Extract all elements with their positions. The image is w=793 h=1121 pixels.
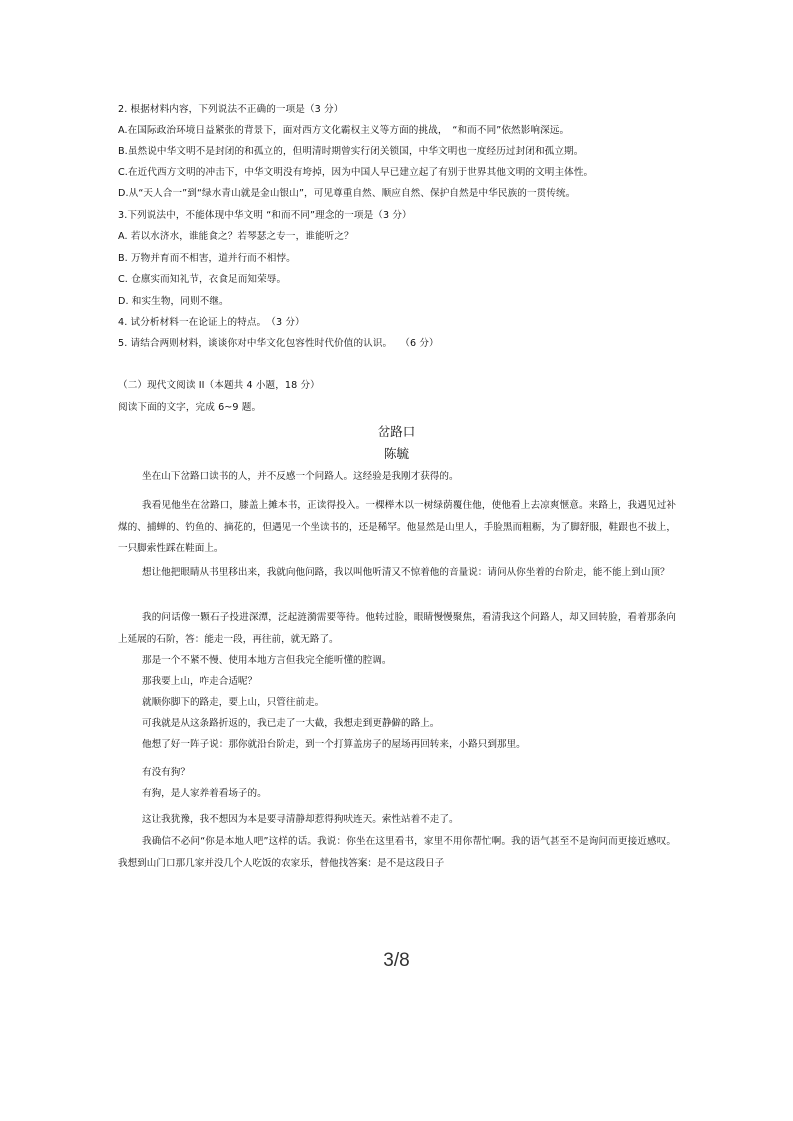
section-heading: （二）现代文阅读 II（本题共 4 小题，18 分） (118, 380, 320, 391)
article-paragraph: 那是一个不紧不慢、使用本地方言但我完全能听懂的腔调。 (142, 655, 392, 666)
article-title: 岔路口 (377, 424, 416, 439)
question-4: 4. 试分析材料一在论证上的特点。 （3 分） (118, 317, 305, 328)
article-paragraph: 可我就是从这条路折返的，我已走了一大截，我想走到更静僻的路上。 (142, 718, 440, 729)
article-paragraph: 他想了好一阵子说：那你就沿台阶走，到一个打算盖房子的屋场再回转来，小路只到那里。 (142, 739, 526, 750)
question-2-option-d: D.从“天人合一”到“绿水青山就是金山银山”，可见尊重自然、顺应自然、保护自然是中华民族的一贯传统。 (118, 188, 576, 199)
question-3-option-c: C. 仓廪实而知礼节，衣食足而知荣辱。 (118, 274, 287, 285)
page-number: 3/8 (383, 950, 410, 971)
article-paragraph: 我看见他坐在岔路口，膝盖上摊本书，正读得投入。一棵榉木以一树绿荫覆住他，使他看上去凉爽惬意。来路上，我遇见过补煤的、捕蝉的、钓鱼的、摘花的，但遇见一个坐读书的，还是稀罕。他显然是山里人，手脸黑而粗粝，为了脚舒服，鞋跟也不拔上，一只脚索性踩在鞋面上。 (118, 500, 676, 554)
article-paragraph: 就顺你脚下的路走，要上山，只管往前走。 (142, 697, 325, 708)
article-paragraph: 坐在山下岔路口读书的人，并不反感一个问路人。这经验是我刚才获得的。 (142, 471, 459, 482)
question-5: 5. 请结合两则材料，谈谈你对中华文化包容性时代价值的认识。 （6 分） (118, 338, 439, 349)
article-author: 陈毓 (383, 446, 409, 461)
question-2-option-b: B.虽然说中华文明不是封闭的和孤立的，但明清时期曾实行闭关锁国，中华文明也一度经历过封闭和孤立期。 (118, 146, 584, 157)
article-paragraph: 这让我犹豫，我不想因为本是要寻清静却惹得狗吠连天。索性站着不走了。 (142, 814, 459, 825)
article-paragraph: 有狗，是人家养着看场子的。 (142, 788, 267, 799)
question-3-option-b: B. 万物并育而不相害，道并行而不相悖。 (118, 253, 296, 264)
article-paragraph: 我的问话像一颗石子投进深潭，泛起涟漪需要等待。他转过脸，眼睛慢慢聚焦，看清我这个问路人，却又回转脸，看着那条向上延展的石阶，答：能走一段，再往前，就无路了。 (118, 612, 676, 645)
article-paragraph: 有没有狗？ (142, 767, 190, 778)
question-3-stem: 3.下列说法中，不能体现中华文明 “和而不同”理念的一项是（3 分） (118, 210, 412, 221)
article-paragraph: 那我要上山，咋走合适呢？ (142, 676, 258, 687)
reading-instruction: 阅读下面的文字，完成 6~9 题。 (118, 402, 262, 413)
question-2-option-c: C.在近代西方文明的冲击下，中华文明没有垮掉，因为中国人早已建立起了有别于世界其他文明的文明主体性。 (118, 167, 594, 178)
article-paragraph: 想让他把眼睛从书里移出来，我就向他问路，我以叫他听清又不惊着他的音量说：请问从你坐着的台阶走，能不能上到山顶？ (142, 567, 670, 578)
question-2-option-a: A.在国际政治环境日益紧张的背景下，面对西方文化霸权主义等方面的挑战， “和而不同”依然影响深远。 (118, 125, 570, 136)
article-paragraph: 我确信不必问“你是本地人吧”这样的话。我说：你坐在这里看书，家里不用你帮忙啊。我的语气甚至不是询问而更接近感叹。我想到山门口那几家并没几个人吃饭的农家乐，替他找答案：是不是这段日子 (118, 836, 676, 869)
question-3-option-d: D. 和实生物，同则不继。 (118, 296, 229, 307)
question-2-stem: 2. 根据材料内容，下列说法不正确的一项是（3 分） (118, 104, 344, 115)
question-3-option-a: A. 若以水济水，谁能食之？若琴瑟之专一，谁能听之？ (118, 231, 354, 242)
